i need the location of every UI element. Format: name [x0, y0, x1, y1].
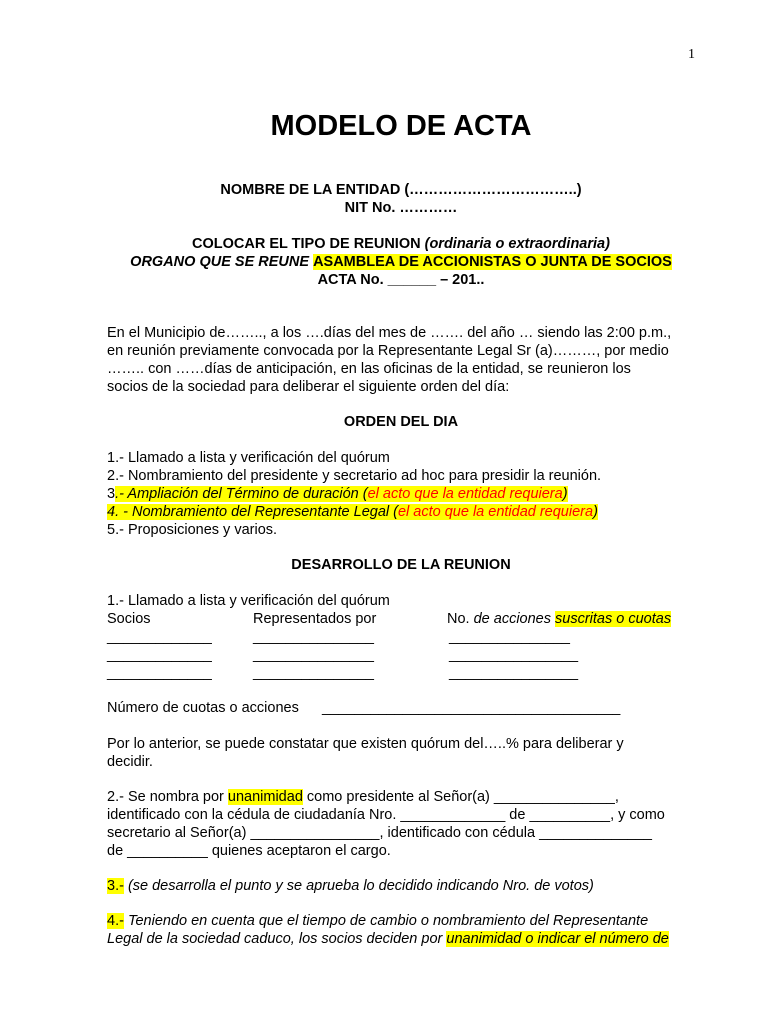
point-4-line-1: [107, 913, 648, 929]
agenda-item-5: 5.- Proposiciones y varios.: [107, 522, 278, 538]
point-2-line-3: secretario al Señor(a) ________________, identificado con cédula ______________: [107, 825, 652, 841]
entity-name-line: NOMBRE DE LA ENTIDAD (……………………………..): [220, 182, 582, 198]
intro-line-3: …….. con ……días de anticipación, en las oficinas de la entidad, se reunieron los: [107, 361, 631, 377]
intro-line-4: socios de la sociedad para deliberar el siguiente orden del día:: [107, 379, 510, 395]
blank-shares-2: ________________: [449, 647, 579, 663]
point-4-number: 4.-: [107, 913, 124, 929]
point-2-president: como presidente al Señor(a) _______________,: [302, 789, 619, 805]
agenda-item-4-close: ): [593, 504, 598, 520]
agenda-item-3-note: el acto que la entidad requiera: [367, 486, 563, 502]
meeting-type-line: [0, 236, 768, 252]
point-4-line-2: [107, 931, 669, 947]
blank-socio-3: _____________: [107, 665, 212, 681]
agenda-item-3-label: .- Ampliación del Término de duración (: [115, 486, 368, 502]
organ-options-highlight: ASAMBLEA DE ACCIONISTAS O JUNTA DE SOCIOS: [313, 254, 672, 270]
acta-number-line: ACTA No. ______ – 201..: [317, 272, 485, 288]
meeting-type-label: COLOCAR EL TIPO DE REUNION: [192, 236, 425, 252]
organ-line: [0, 254, 768, 270]
intro-line-2: en reunión previamente convocada por la Representante Legal Sr (a)………, por medio: [107, 343, 669, 359]
development-heading: DESARROLLO DE LA REUNION: [291, 557, 511, 573]
point-3-text: (se desarrolla el punto y se aprueba lo decidido indicando Nro. de votos): [123, 878, 594, 894]
blank-shares-3: ________________: [449, 665, 579, 681]
quorum-line-2: decidir.: [107, 754, 153, 770]
intro-line-1: En el Municipio de…….., a los ….días del mes de ……. del año … siendo las 2:00 p.m.,: [107, 325, 672, 341]
quorum-line-1: Por lo anterior, se puede constatar que existen quórum del…..% para deliberar y: [107, 736, 624, 752]
meeting-type-options: (ordinaria o extraordinaria): [424, 236, 610, 252]
agenda-item-4-note: el acto que la entidad requiera: [397, 504, 594, 520]
agenda-item-4: [107, 504, 598, 520]
point-2-line-2: identificado con la cédula de ciudadanía Nro. _____________ de __________, y como: [107, 807, 665, 823]
agenda-item-3-number: 3: [107, 486, 116, 502]
roll-call-line: 1.- Llamado a lista y verificación del quórum: [107, 593, 390, 609]
point-2-line-1: [107, 789, 619, 805]
agenda-item-3-text: [115, 486, 567, 502]
point-4-highlight: unanimidad o indicar el número de: [446, 931, 669, 947]
column-header-represented: Representados por: [253, 611, 377, 627]
agenda-item-4-text: [107, 504, 598, 520]
point-2-line-4: de __________ quienes aceptaron el cargo.: [107, 843, 391, 859]
agenda-heading: ORDEN DEL DIA: [343, 414, 459, 430]
shares-highlight: suscritas o cuotas: [555, 611, 672, 627]
point-4-text: Teniendo en cuenta que el tiempo de cambio o nombramiento del Representante: [123, 913, 649, 929]
shares-count-blank: _____________________________________: [322, 700, 621, 716]
shares-count-label: Número de cuotas o acciones: [107, 700, 299, 716]
page-number: 1: [688, 47, 695, 62]
blank-represented-1: _______________: [253, 629, 374, 645]
blank-shares-1: _______________: [449, 629, 570, 645]
column-header-socios: Socios: [107, 611, 151, 627]
point-3-number: 3.-: [107, 878, 124, 894]
agenda-item-3: [107, 486, 568, 502]
agenda-item-1: 1.- Llamado a lista y verificación del quórum: [107, 450, 390, 466]
column-header-shares: [447, 611, 671, 627]
blank-socio-2: _____________: [107, 647, 212, 663]
unanimity-highlight: unanimidad: [227, 789, 303, 805]
shares-italic: de acciones: [473, 611, 556, 627]
point-3-line: [107, 878, 594, 894]
point-2-intro: 2.- Se nombra por: [107, 789, 228, 805]
organ-label: ORGANO QUE SE REUNE: [130, 254, 314, 270]
blank-socio-1: _____________: [107, 629, 212, 645]
blank-represented-3: _______________: [253, 665, 374, 681]
agenda-item-4-label: 4. - Nombramiento del Representante Legal (: [107, 504, 398, 520]
document-title: MODELO DE ACTA: [270, 110, 532, 142]
shares-prefix: No.: [447, 611, 474, 627]
blank-represented-2: _______________: [253, 647, 374, 663]
agenda-item-3-close: ): [562, 486, 568, 502]
point-4-continued: Legal de la sociedad caduco, los socios deciden por: [107, 931, 447, 947]
nit-line: NIT No. …………: [344, 200, 458, 216]
agenda-item-2: 2.- Nombramiento del presidente y secretario ad hoc para presidir la reunión.: [107, 468, 602, 484]
